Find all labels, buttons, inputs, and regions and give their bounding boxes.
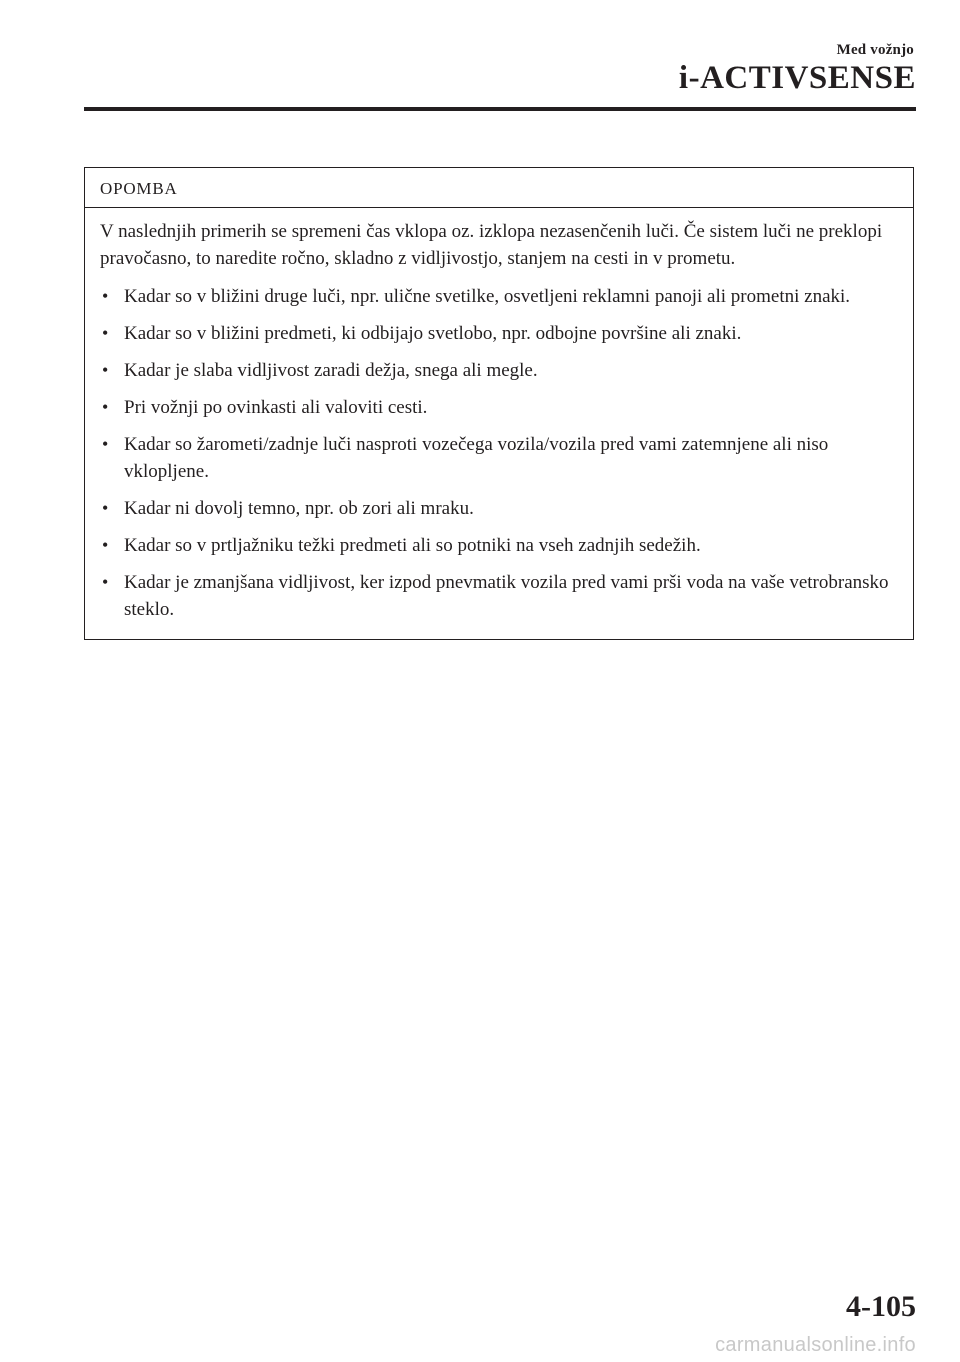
bullet-dot-icon: • <box>102 286 109 306</box>
list-item-text: Kadar ni dovolj temno, npr. ob zori ali mraku. <box>124 498 474 519</box>
list-item <box>100 431 898 485</box>
note-heading: OPOMBA <box>85 168 913 208</box>
list-item-text: Kadar je slaba vidljivost zaradi dežja, snega ali megle. <box>124 360 538 381</box>
list-item-text: Kadar so žarometi/zadnje luči nasproti vozečega vozila/vozila pred vami zatemnjene ali niso vklopljene. <box>124 434 829 482</box>
bullet-list <box>100 283 898 623</box>
bullet-dot-icon: • <box>102 434 109 454</box>
list-item <box>100 394 898 421</box>
bullet-dot-icon: • <box>102 535 109 555</box>
watermark-text: carmanualsonline.info <box>715 1334 916 1356</box>
page-title: i-ACTIVSENSE <box>678 60 916 96</box>
header-divider <box>84 107 916 111</box>
list-item <box>100 320 898 347</box>
list-item <box>100 569 898 623</box>
list-item <box>100 357 898 384</box>
list-item-text: Kadar so v bližini druge luči, npr. ulične svetilke, osvetljeni reklamni panoji ali prometni znaki. <box>124 286 851 307</box>
bullet-dot-icon: • <box>102 498 109 518</box>
list-item-text: Kadar so v bližini predmeti, ki odbijajo svetlobo, npr. odbojne površine ali znaki. <box>124 323 742 344</box>
section-label: Med vožnjo <box>836 42 914 58</box>
note-body <box>85 208 913 639</box>
bullet-dot-icon: • <box>102 572 109 592</box>
note-intro: V naslednjih primerih se spremeni čas vklopa oz. izklopa nezasenčenih luči. Če sistem luči ne preklopi pravočasno, to naredite ročno, skladno z vidljivostjo, stanjem na cesti in v prometu. <box>100 221 883 269</box>
bullet-dot-icon: • <box>102 397 109 417</box>
note-box <box>84 167 914 640</box>
list-item-text: Kadar je zmanjšana vidljivost, ker izpod pnevmatik vozila pred vami prši voda na vaše vetrobransko steklo. <box>124 572 889 620</box>
bullet-dot-icon: • <box>102 360 109 380</box>
page-number: 4-105 <box>846 1290 916 1323</box>
list-item <box>100 495 898 522</box>
list-item <box>100 283 898 310</box>
list-item-text: Kadar so v prtljažniku težki predmeti ali so potniki na vseh zadnjih sedežih. <box>124 535 701 556</box>
list-item <box>100 532 898 559</box>
bullet-dot-icon: • <box>102 323 109 343</box>
list-item-text: Pri vožnji po ovinkasti ali valoviti cesti. <box>124 397 428 418</box>
